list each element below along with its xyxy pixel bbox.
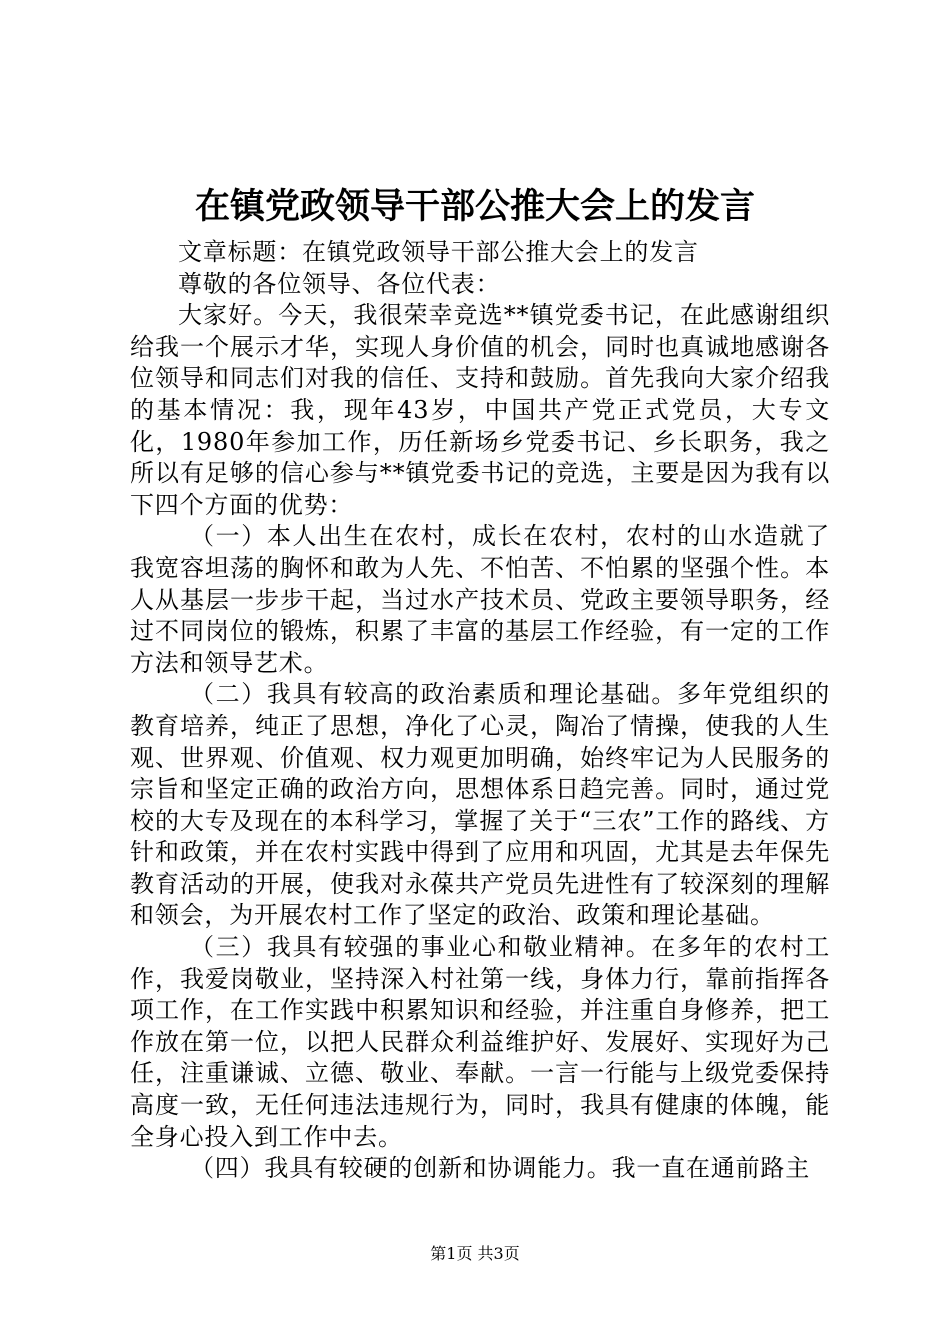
- page-footer: 第1页 共3页: [430, 1244, 520, 1263]
- salutation: 尊敬的各位领导、各位代表：: [178, 269, 501, 298]
- paragraph-point-4: （四）我具有较硬的创新和协调能力。我一直在通前路主: [190, 1154, 810, 1183]
- paragraph-intro: 大家好。今天，我很荣幸竞选**镇党委书记，在此感谢组织给我一个展示才华，实现人身价值的机会，同时也真诚地感谢各位领导和同志们对我的信任、支持和鼓励。首先我向大家介绍我的基本情况：我，现年43岁，中国共产党正式党员，大专文化，1980年参加工作，历任新场乡党委书记、乡长职务，我之所以有足够的信心参与**镇党委书记的竞选，主要是因为我有以下四个方面的优势：: [130, 301, 830, 519]
- document-body: [130, 237, 830, 1185]
- article-title-line: 文章标题：在镇党政领导干部公推大会上的发言: [178, 238, 699, 266]
- page-title: 在镇党政领导干部公推大会上的发言: [194, 186, 755, 227]
- paragraph-point-3: （三）我具有较强的事业心和敬业精神。在多年的农村工作，我爱岗敬业，坚持深入村社第一线，身体力行，靠前指挥各项工作，在工作实践中积累知识和经验，并注重自身修养，把工作放在第一位，以把人民群众利益维护好、发展好、实现好为己任，注重谦诚、立德、敬业、奉献。一言一行能与上级党委保持高度一致，无任何违法违规行为，同时，我具有健康的体魄，能全身心投入到工作中去。: [130, 933, 830, 1151]
- paragraph-point-2: （二）我具有较高的政治素质和理论基础。多年党组织的教育培养，纯正了思想，净化了心灵，陶冶了情操，使我的人生观、世界观、价值观、权力观更加明确，始终牢记为人民服务的宗旨和坚定正确的政治方向，思想体系日趋完善。同时，通过党校的大专及现在的本科学习，掌握了关于“三农”工作的路线、方针和政策，并在农村实践中得到了应用和巩固，尤其是去年保先教育活动的开展，使我对永葆共产党员先进性有了较深刻的理解和领会，为开展农村工作了坚定的政治、政策和理论基础。: [130, 680, 830, 930]
- paragraph-point-1: （一）本人出生在农村，成长在农村，农村的山水造就了我宽容坦荡的胸怀和敢为人先、不怕苦、不怕累的坚强个性。本人从基层一步步干起，当过水产技术员、党政主要领导职务，经过不同岗位的锻炼，积累了丰富的基层工作经验，有一定的工作方法和领导艺术。: [130, 522, 830, 677]
